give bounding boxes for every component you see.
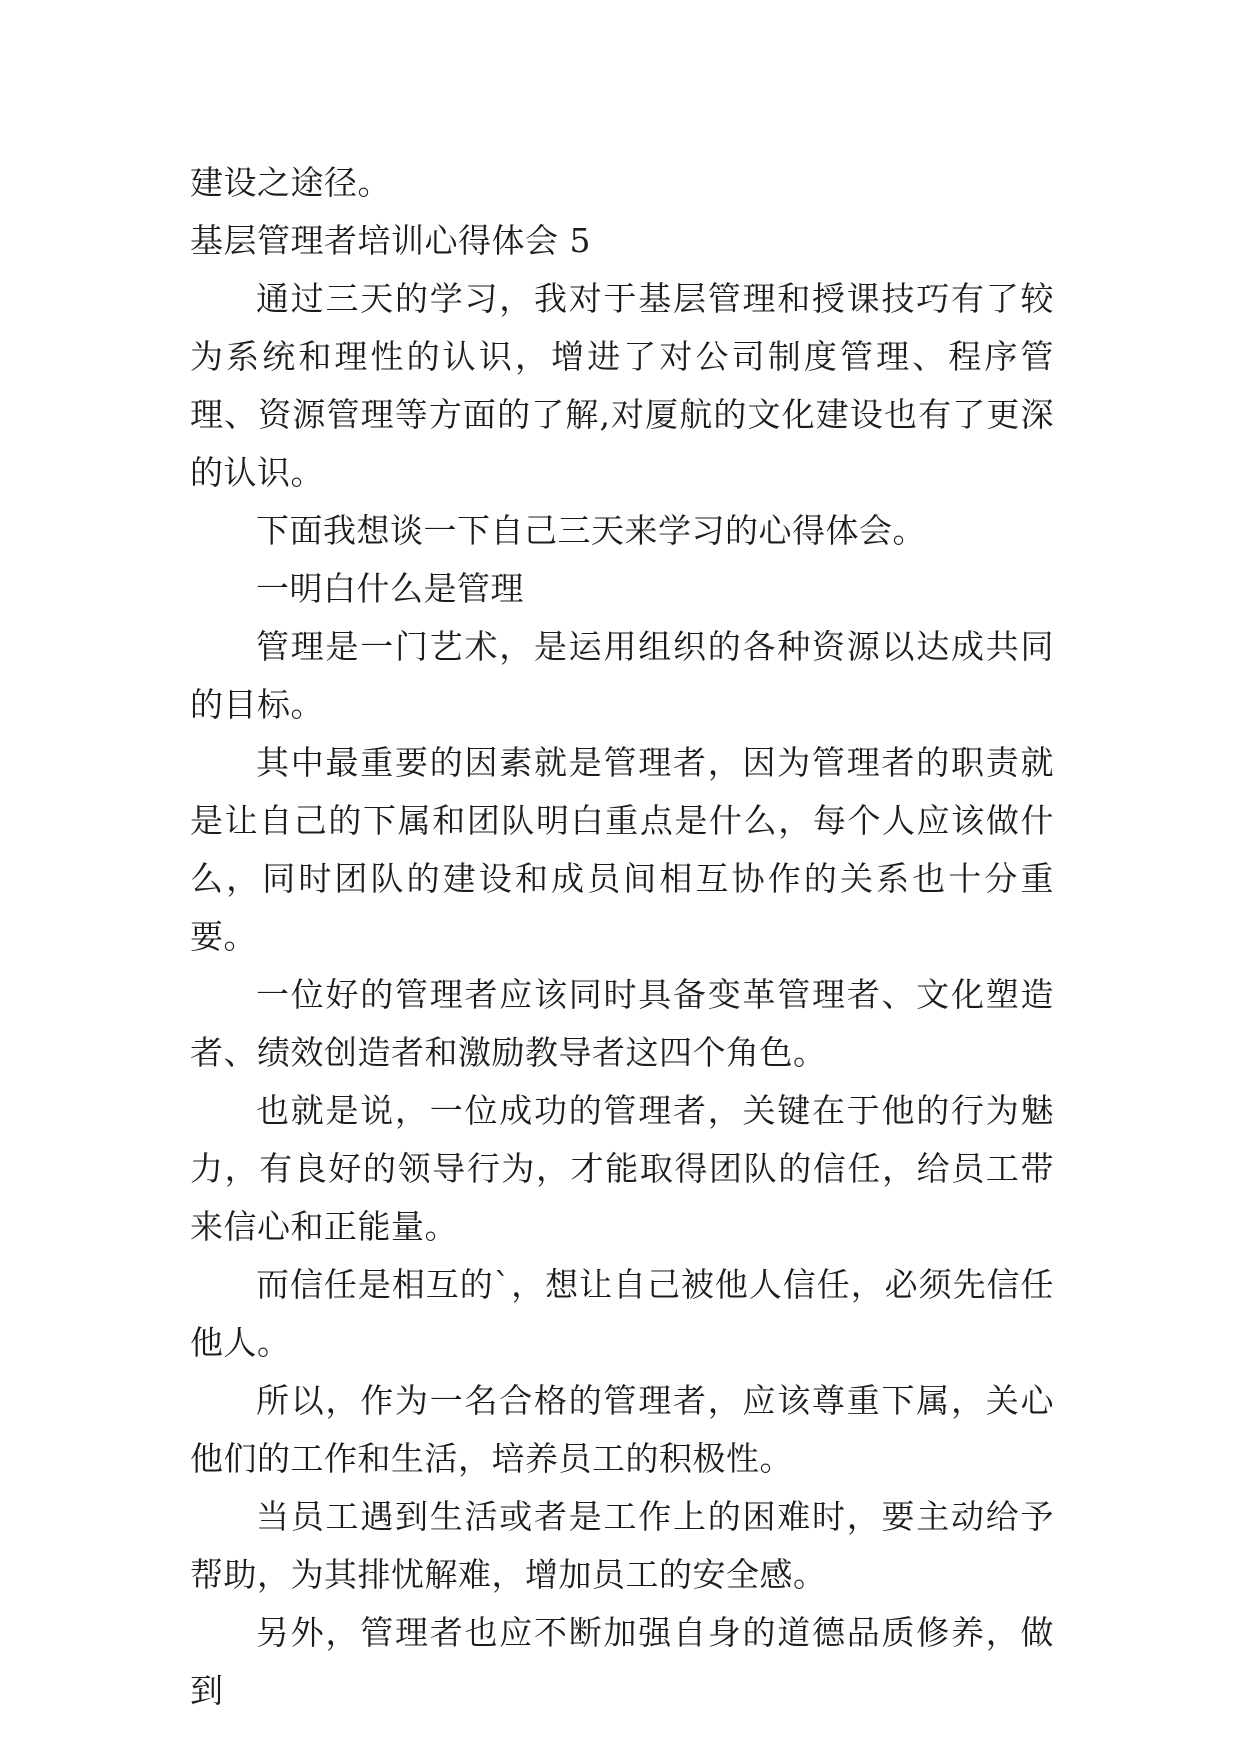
document-body	[190, 154, 1054, 1720]
subheading-what-is-management: 一明白什么是管理	[256, 569, 524, 608]
paragraph-12: 另外，管理者也应不断加强自身的道德品质修养，做到	[190, 1613, 1054, 1710]
paragraph-3: 下面我想谈一下自己三天来学习的心得体会。	[256, 511, 926, 550]
paragraph-8: 也就是说，一位成功的管理者，关键在于他的行为魅力，有良好的领导行为，才能取得团队的信任，给员工带来信心和正能量。	[190, 1091, 1054, 1246]
paragraph-2: 通过三天的学习，我对于基层管理和授课技巧有了较为系统和理性的认识，增进了对公司制度管理、程序管理、资源管理等方面的了解,对厦航的文化建设也有了更深的认识。	[190, 279, 1054, 492]
paragraph-6: 其中最重要的因素就是管理者，因为管理者的职责就是让自己的下属和团队明白重点是什么，每个人应该做什么，同时团队的建设和成员间相互协作的关系也十分重要。	[190, 743, 1054, 956]
paragraph-0: 建设之途径。	[190, 163, 391, 202]
paragraph-5: 管理是一门艺术，是运用组织的各种资源以达成共同的目标。	[190, 627, 1054, 724]
paragraph-7: 一位好的管理者应该同时具备变革管理者、文化塑造者、绩效创造者和激励教导者这四个角色。	[190, 975, 1054, 1072]
paragraph-9: 而信任是相互的`，想让自己被他人信任，必须先信任他人。	[190, 1265, 1054, 1362]
paragraph-11: 当员工遇到生活或者是工作上的困难时，要主动给予帮助，为其排忧解难，增加员工的安全感。	[190, 1497, 1054, 1594]
section-heading: 基层管理者培训心得体会 5	[190, 221, 591, 260]
paragraph-10: 所以，作为一名合格的管理者，应该尊重下属，关心他们的工作和生活，培养员工的积极性。	[190, 1381, 1054, 1478]
